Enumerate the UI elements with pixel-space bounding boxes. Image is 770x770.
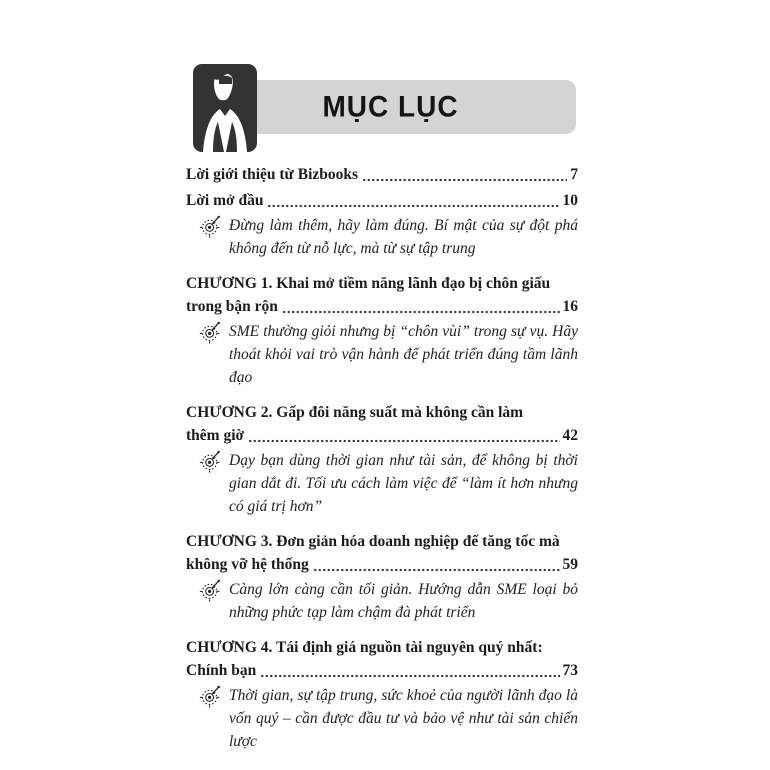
toc-entry-description-text: Thời gian, sự tập trung, sức khoẻ của người lãnh đạo là vốn quý – cần được đầu tư và bảo vệ như tài sản chiến lược [229,687,578,750]
toc-entry-description [199,449,578,518]
dot-leader [313,566,560,572]
toc-entry-title: Chính bạn [186,662,257,679]
toc-entry-description-text: Đừng làm thêm, hãy làm đúng. Bí mật của sự đột phá không đến từ nỗ lực, mà từ sự tập trung [229,217,578,257]
toc-entry-intro [186,163,578,186]
toc-entry-chapter-1 [186,272,578,389]
toc-entry-title: Lời mở đầu [186,192,264,209]
toc-entry-chapter-3 [186,530,578,624]
toc-entry-description-text: SME thường giỏi nhưng bị “chôn vùi” trong sự vụ. Hãy thoát khỏi vai trò vận hành để phát triển đúng tầm lãnh đạo [229,323,578,386]
toc-entry-page: 16 [562,298,578,315]
toc-header [193,64,576,154]
dot-leader [248,437,559,443]
toc-entry-title: trong bận rộn [186,298,278,315]
toc-header-bar [205,80,576,134]
toc-entry-description [199,214,578,260]
target-dart-icon [199,579,222,602]
toc-entry-title: Lời giới thiệu từ Bizbooks [186,166,359,183]
toc-list [186,163,578,753]
page-title: MỤC LỤC [322,90,459,123]
businessman-icon [193,64,257,152]
toc-entry-description [199,578,578,624]
toc-entry-title-wrap: CHƯƠNG 1. Khai mở tiềm năng lãnh đạo bị chôn giấu [186,275,551,292]
toc-entry-title: thêm giờ [186,427,245,444]
toc-entry-title-wrap: CHƯƠNG 4. Tái định giá nguồn tài nguyên quý nhất: [186,639,543,656]
dot-leader [260,672,559,678]
toc-entry-preface [186,189,578,260]
toc-entry-description-text: Càng lớn càng cần tối giản. Hướng dẫn SME loại bỏ những phức tạp làm chậm đà phát triển [229,581,578,621]
dot-leader [267,202,559,208]
toc-entry-title-wrap: CHƯƠNG 2. Gấp đôi năng suất mà không cần làm [186,404,524,421]
toc-entry-title-wrap: CHƯƠNG 3. Đơn giản hóa doanh nghiệp để tăng tốc mà [186,533,560,550]
toc-entry-description [199,320,578,389]
toc-entry-chapter-2 [186,401,578,518]
target-dart-icon [199,450,222,473]
toc-entry-page: 42 [562,427,578,444]
toc-entry-page: 59 [562,556,578,573]
toc-entry-page: 7 [570,166,578,183]
toc-entry-page: 73 [562,662,578,679]
target-dart-icon [199,215,222,238]
toc-entry-description-text: Dạy bạn dùng thời gian như tài sản, để không bị thời gian dắt đi. Tối ưu cách làm việc để “làm ít hơn nhưng có giá trị hơn” [229,452,578,515]
dot-leader [362,176,567,182]
toc-entry-description [199,684,578,753]
toc-entry-page: 10 [562,192,578,209]
toc-entry-title: không vỡ hệ thống [186,556,309,573]
toc-entry-chapter-4 [186,636,578,753]
target-dart-icon [199,685,222,708]
target-dart-icon [199,321,222,344]
dot-leader [282,308,560,314]
